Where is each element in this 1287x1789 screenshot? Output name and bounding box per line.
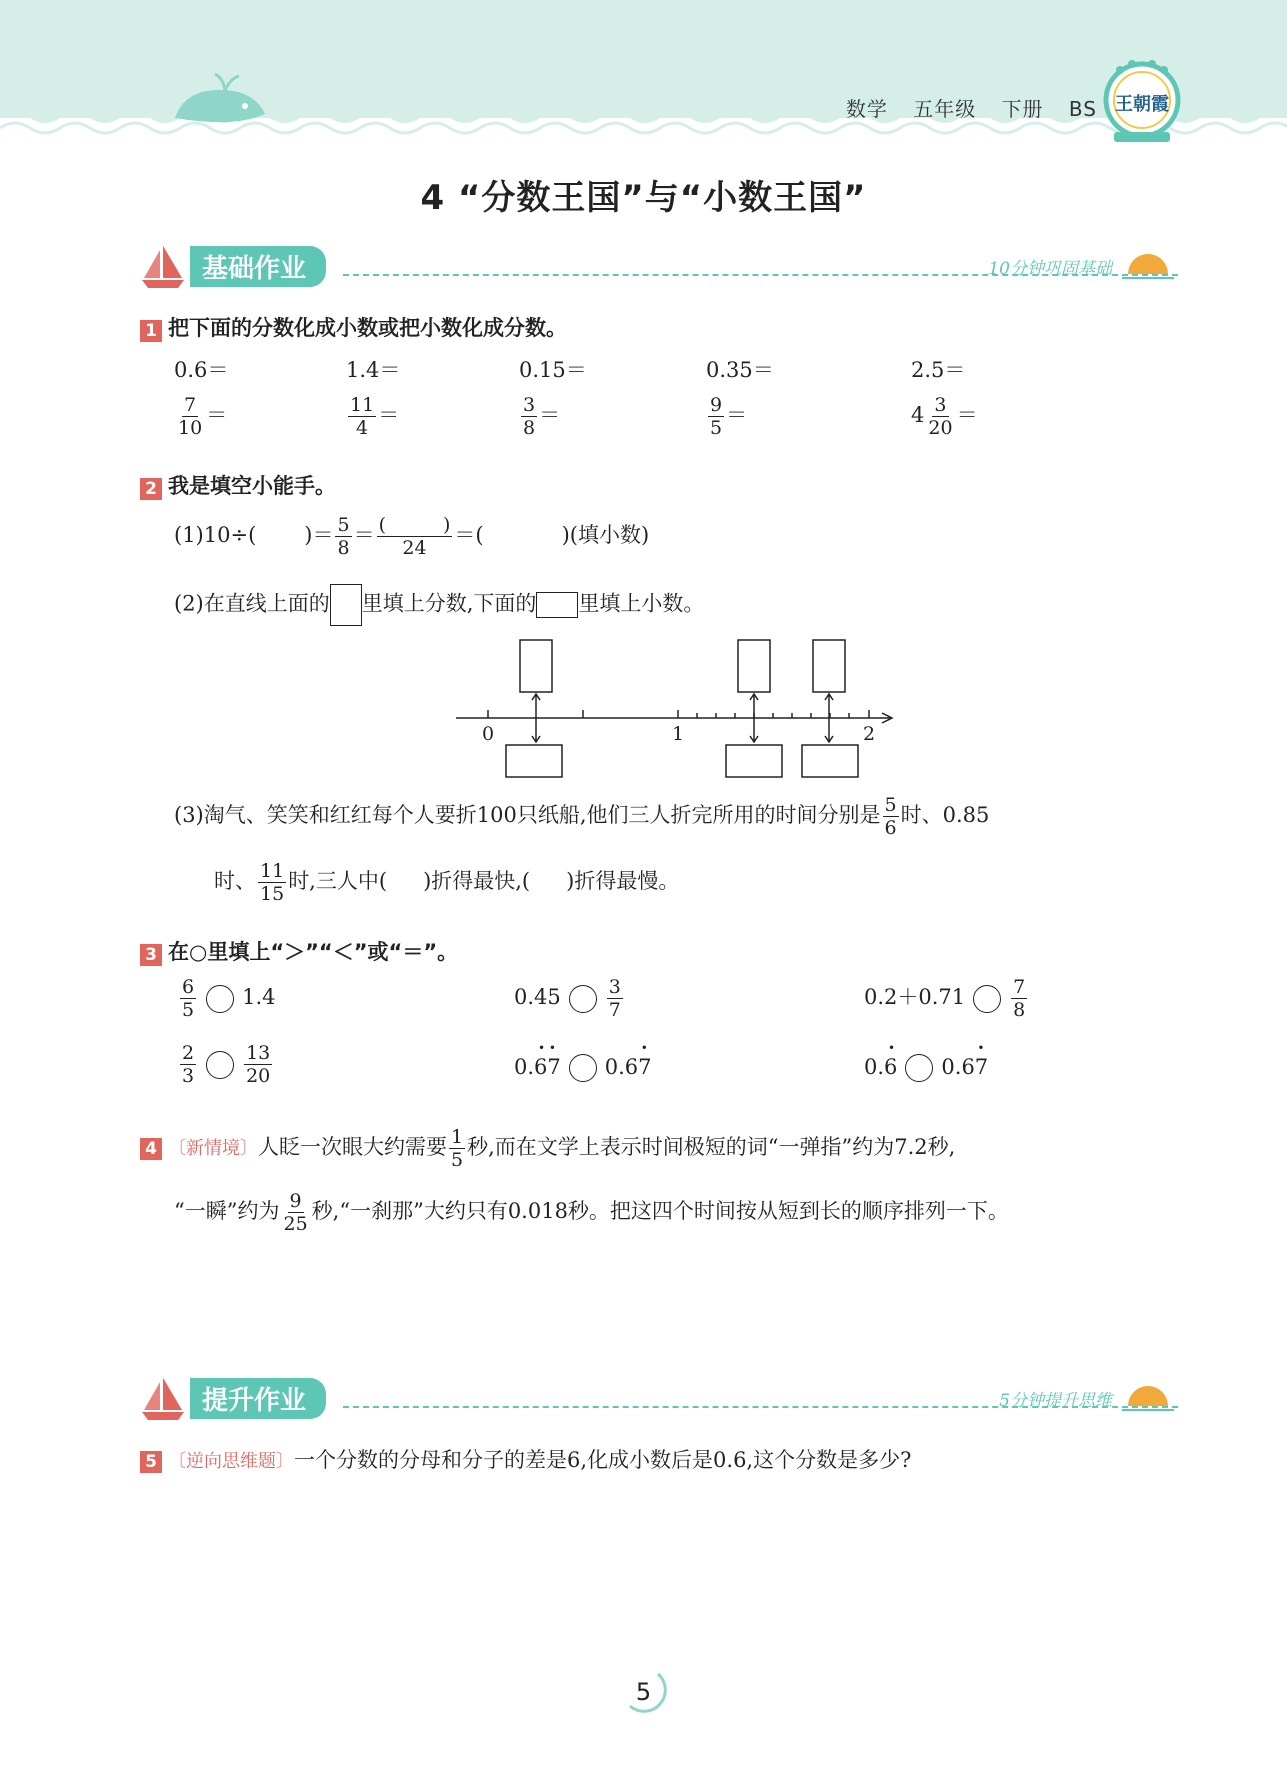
answer-box-lower-1[interactable]: [506, 745, 562, 777]
question-1-title: 1 把下面的分数化成小数或把小数化成分数。: [140, 312, 567, 342]
sailboat-icon: [138, 240, 188, 290]
svg-text:王朝霞: 王朝霞: [1115, 94, 1169, 115]
q3-item-f: 0.6 • 0.67 •: [864, 1054, 988, 1082]
q2-part-3-line-2: 时、 $\frac{11}{15}$ 时,三人中( )折得最快,( )折得最慢。: [214, 860, 680, 905]
answer-circle[interactable]: [569, 985, 597, 1013]
section-header-advanced: [138, 1372, 1178, 1422]
q3-item-a: $\frac{6}{5}$ 1.4: [182, 976, 276, 1021]
question-number: 5: [140, 1451, 162, 1473]
q3-item-e: 0.67 • • 0.67 •: [514, 1054, 652, 1082]
section-subtitle: 5分钟提升思维: [999, 1391, 1112, 1411]
section-header-basic: [138, 240, 1178, 290]
answer-box-upper-1[interactable]: [520, 640, 552, 692]
sailboat-icon: [138, 1372, 188, 1422]
book-info: [828, 93, 1097, 122]
upper-box-sample: [330, 584, 362, 626]
volume-label: 下册: [1001, 97, 1044, 121]
q1-fraction-2: $\frac{11}{4}$ ＝: [350, 394, 400, 439]
question-4-line-1: 4 〔新情境〕人眨一次眼大约需要 $\frac{1}{5}$ 秒,而在文学上表示时间极短的词“一弹指”约为7.2秒,: [140, 1126, 955, 1171]
q3-item-b: 0.45 $\frac{3}{7}$: [514, 976, 621, 1021]
question-2-title: 2 我是填空小能手。: [140, 470, 336, 500]
sunrise-icon: [1118, 244, 1178, 284]
number-line-diagram: [440, 630, 910, 780]
answer-circle[interactable]: [905, 1054, 933, 1082]
section-subtitle: 10分钟巩固基础: [988, 259, 1112, 279]
q1-fraction-3: $\frac{3}{8}$ ＝: [523, 394, 561, 439]
q2-part-1: (1)10÷( )＝ $\frac{5}{8}$ ＝ $\frac{( )}{24}$ ＝( )(填小数): [174, 514, 650, 559]
question-number: 2: [140, 478, 162, 500]
question-4-line-2: “一瞬”约为 $\frac{9}{25}$ 秒,“一刹那”大约只有0.018秒。把这四个时间按从短到长的顺序排列一下。: [174, 1190, 1009, 1235]
q1-fraction-4: $\frac{9}{5}$ ＝: [710, 394, 748, 439]
q3-item-c: 0.2＋0.71 $\frac{7}{8}$: [864, 976, 1026, 1021]
question-number: 1: [140, 320, 162, 342]
answer-box-upper-3[interactable]: [813, 640, 845, 692]
sunrise-icon: [1118, 1376, 1178, 1416]
q1-fraction-1: $\frac{7}{10}$ ＝: [178, 394, 228, 439]
q1-decimal-2: 1.4＝: [346, 358, 401, 382]
subject-label: 数学: [845, 97, 888, 121]
brand-logo: [1102, 58, 1182, 146]
question-tag: 〔新情境〕: [168, 1138, 258, 1159]
tick-label-0: 0: [481, 723, 495, 745]
section-label: 提升作业: [190, 1378, 326, 1419]
answer-box-lower-2[interactable]: [726, 745, 782, 777]
question-number: 4: [140, 1138, 162, 1160]
header-wave-band: [0, 0, 1287, 150]
answer-circle[interactable]: [206, 1051, 234, 1079]
answer-circle[interactable]: [569, 1054, 597, 1082]
q1-decimal-3: 0.15＝: [519, 358, 587, 382]
tick-label-2: 2: [862, 723, 876, 745]
lesson-title: 4 “分数王国”与“小数王国”: [420, 178, 867, 218]
section-label: 基础作业: [190, 246, 326, 287]
question-5: 5 〔逆向思维题〕一个分数的分母和分子的差是6,化成小数后是0.6,这个分数是多少?: [140, 1444, 911, 1474]
lower-box-sample: [536, 592, 578, 618]
q1-fraction-5: 4 $\frac{3}{20}$ ＝: [911, 394, 978, 439]
edition-label: BS: [1068, 97, 1097, 121]
q3-item-d: $\frac{2}{3}$ $\frac{13}{20}$: [182, 1042, 271, 1087]
q2-part-3-line-1: (3)淘气、笑笑和红红每个人要折100只纸船,他们三人折完所用的时间分别是 $\frac{5}{6}$ 时、0.85: [174, 794, 990, 839]
page-number: 5: [0, 1678, 1287, 1706]
answer-circle[interactable]: [973, 985, 1001, 1013]
question-number: 3: [140, 944, 162, 966]
answer-box-lower-3[interactable]: [802, 745, 858, 777]
q1-decimal-5: 2.5＝: [911, 358, 966, 382]
q1-decimal-1: 0.6＝: [174, 358, 229, 382]
q2-part-2: (2)在直线上面的 里填上分数,下面的 里填上小数。: [174, 584, 704, 626]
tick-label-1: 1: [671, 723, 685, 745]
answer-box-upper-2[interactable]: [738, 640, 770, 692]
q1-decimal-4: 0.35＝: [706, 358, 774, 382]
question-tag: 〔逆向思维题〕: [168, 1451, 294, 1472]
answer-circle[interactable]: [206, 985, 234, 1013]
grade-label: 五年级: [913, 97, 977, 121]
question-3-title: 3 在○里填上“＞”“＜”或“＝”。: [140, 936, 458, 966]
